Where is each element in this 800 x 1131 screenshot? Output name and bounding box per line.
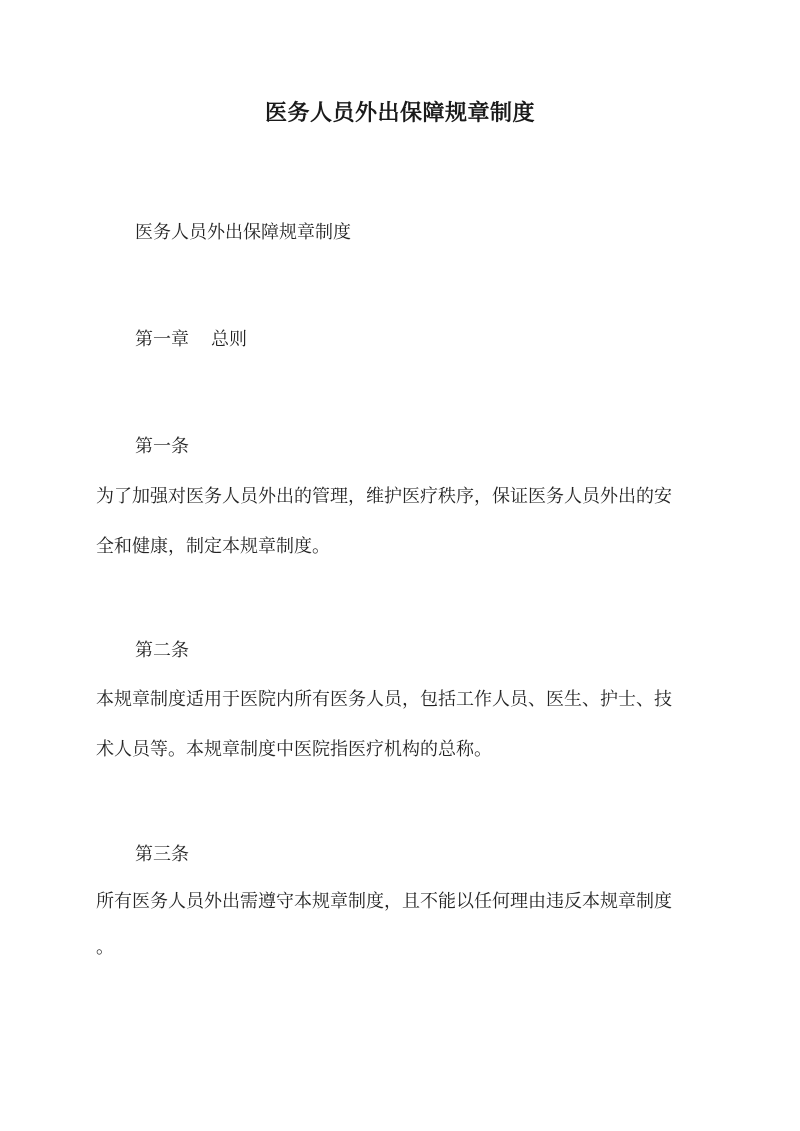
article-3-heading: 第三条 [135,844,189,865]
document-subtitle: 医务人员外出保障规章制度 [135,222,351,243]
article-2-text-line-1: 本规章制度适用于医院内所有医务人员，包括工作人员、医生、护士、技 [96,689,672,710]
chapter-heading [135,325,247,351]
article-1-heading: 第一条 [135,436,189,457]
document-title: 医务人员外出保障规章制度 [264,100,535,126]
article-1-text-line-2: 全和健康，制定本规章制度。 [96,536,330,557]
article-3-text-line-1: 所有医务人员外出需遵守本规章制度，且不能以任何理由违反本规章制度 [96,891,672,912]
chapter-name: 总则 [211,329,247,350]
chapter-number: 第一章 [135,329,189,350]
article-1-text-line-1: 为了加强对医务人员外出的管理，维护医疗秩序，保证医务人员外出的安 [96,486,672,507]
article-2-text-line-2: 术人员等。本规章制度中医院指医疗机构的总称。 [96,739,492,760]
article-3-text-line-2: 。 [96,937,114,958]
article-2-heading: 第二条 [135,640,189,661]
